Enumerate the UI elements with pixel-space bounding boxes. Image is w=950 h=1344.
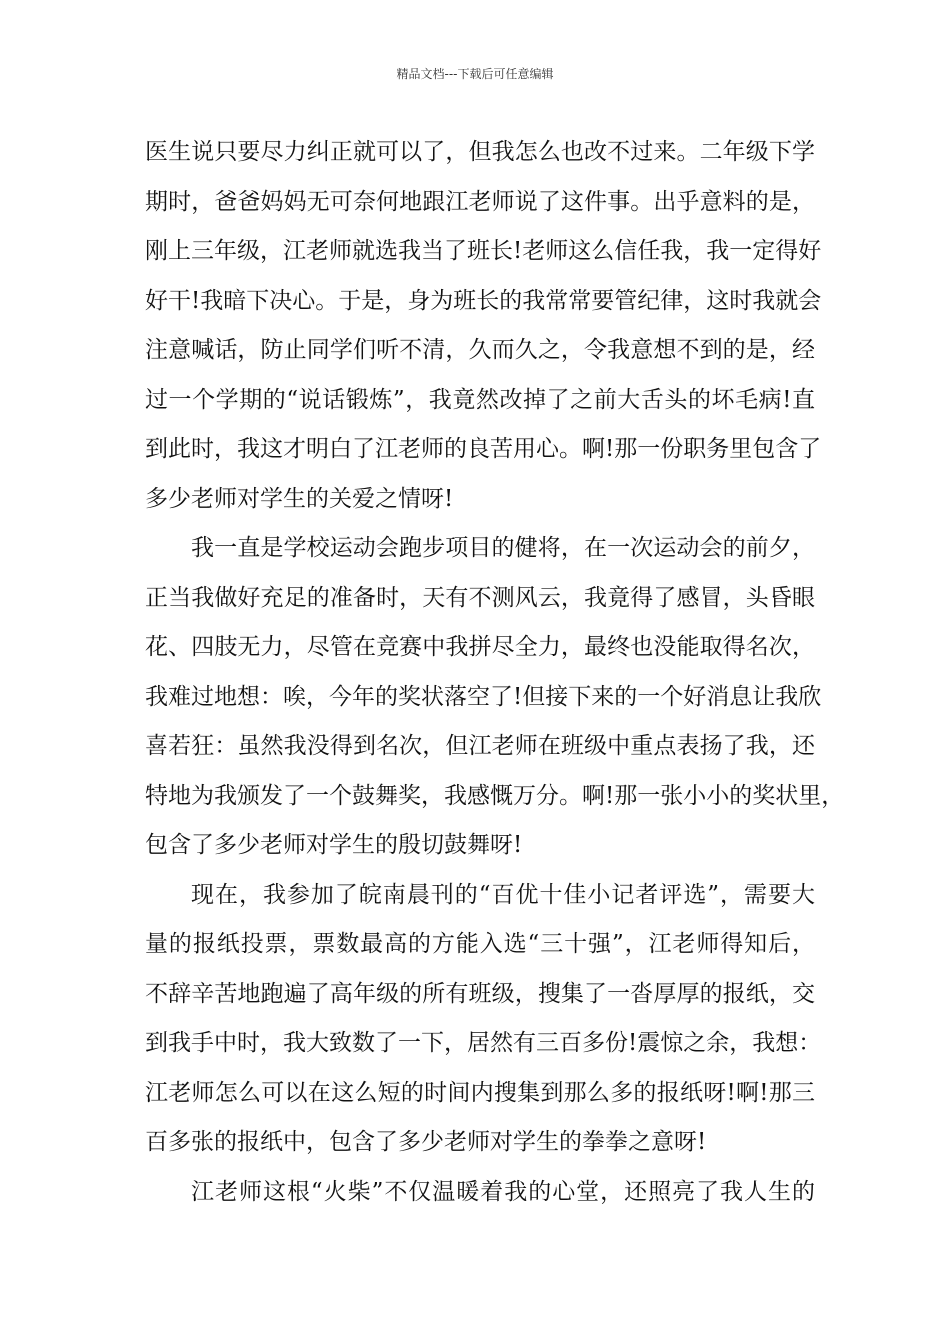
document-body [145, 128, 845, 1217]
text-line: 注意喊话，防止同学们听不清，久而久之，令我意想不到的是，经 [145, 337, 815, 363]
text-line: 我难过地想：唉，今年的奖状落空了!但接下来的一个好消息让我欣 [145, 683, 822, 710]
text-line: 包含了多少老师对学生的殷切鼓舞呀! [145, 832, 523, 858]
text-line: 特地为我颁发了一个鼓舞奖，我感慨万分。啊!那一张小小的奖状里， [145, 782, 845, 809]
text-line: 好干!我暗下决心。于是，身为班长的我常常要管纪律，这时我就会 [145, 287, 822, 314]
text-line: 量的报纸投票，票数最高的方能入选“三十强”，江老师得知后， [145, 931, 815, 957]
text-line: 多少老师对学生的关爱之情呀! [145, 485, 454, 512]
paragraph-first-line: 我一直是学校运动会跑步项目的健将，在一次运动会的前夕， [191, 535, 815, 561]
text-line: 喜若狂：虽然我没得到名次，但江老师在班级中重点表扬了我，还 [145, 733, 815, 759]
text-line: 到我手中时，我大致数了一下，居然有三百多份!震惊之余，我想： [145, 1030, 822, 1056]
text-line: 不辞辛苦地跑遍了高年级的所有班级，搜集了一沓厚厚的报纸，交 [145, 980, 815, 1007]
text-line: 到此时，我这才明白了江老师的良苦用心。啊!那一份职务里包含了 [145, 436, 822, 462]
text-line: 正当我做好充足的准备时，天有不测风云，我竟得了感冒，头昏眼 [145, 584, 815, 611]
paragraph-first-line: 现在，我参加了皖南晨刊的“百优十佳小记者评选”，需要大 [191, 881, 815, 908]
text-line: 花、四肢无力，尽管在竞赛中我拼尽全力，最终也没能取得名次， [145, 634, 815, 660]
text-line: 医生说只要尽力纠正就可以了，但我怎么也改不过来。二年级下学 [145, 139, 815, 165]
text-line: 过一个学期的“说话锻炼”，我竟然改掉了之前大舌头的坏毛病!直 [145, 386, 815, 413]
paragraph-first-line: 江老师这根“火柴”不仅温暖着我的心堂，还照亮了我人生的 [191, 1178, 815, 1205]
text-line: 期时，爸爸妈妈无可奈何地跟江老师说了这件事。出乎意料的是， [145, 188, 815, 215]
text-line: 百多张的报纸中，包含了多少老师对学生的拳拳之意呀! [145, 1129, 707, 1155]
page-header: 精品文档---下载后可任意编辑 [396, 67, 554, 81]
text-line: 江老师怎么可以在这么短的时间内搜集到那么多的报纸呀!啊!那三 [145, 1079, 815, 1106]
text-line: 刚上三年级，江老师就选我当了班长!老师这么信任我，我一定得好 [145, 238, 822, 264]
